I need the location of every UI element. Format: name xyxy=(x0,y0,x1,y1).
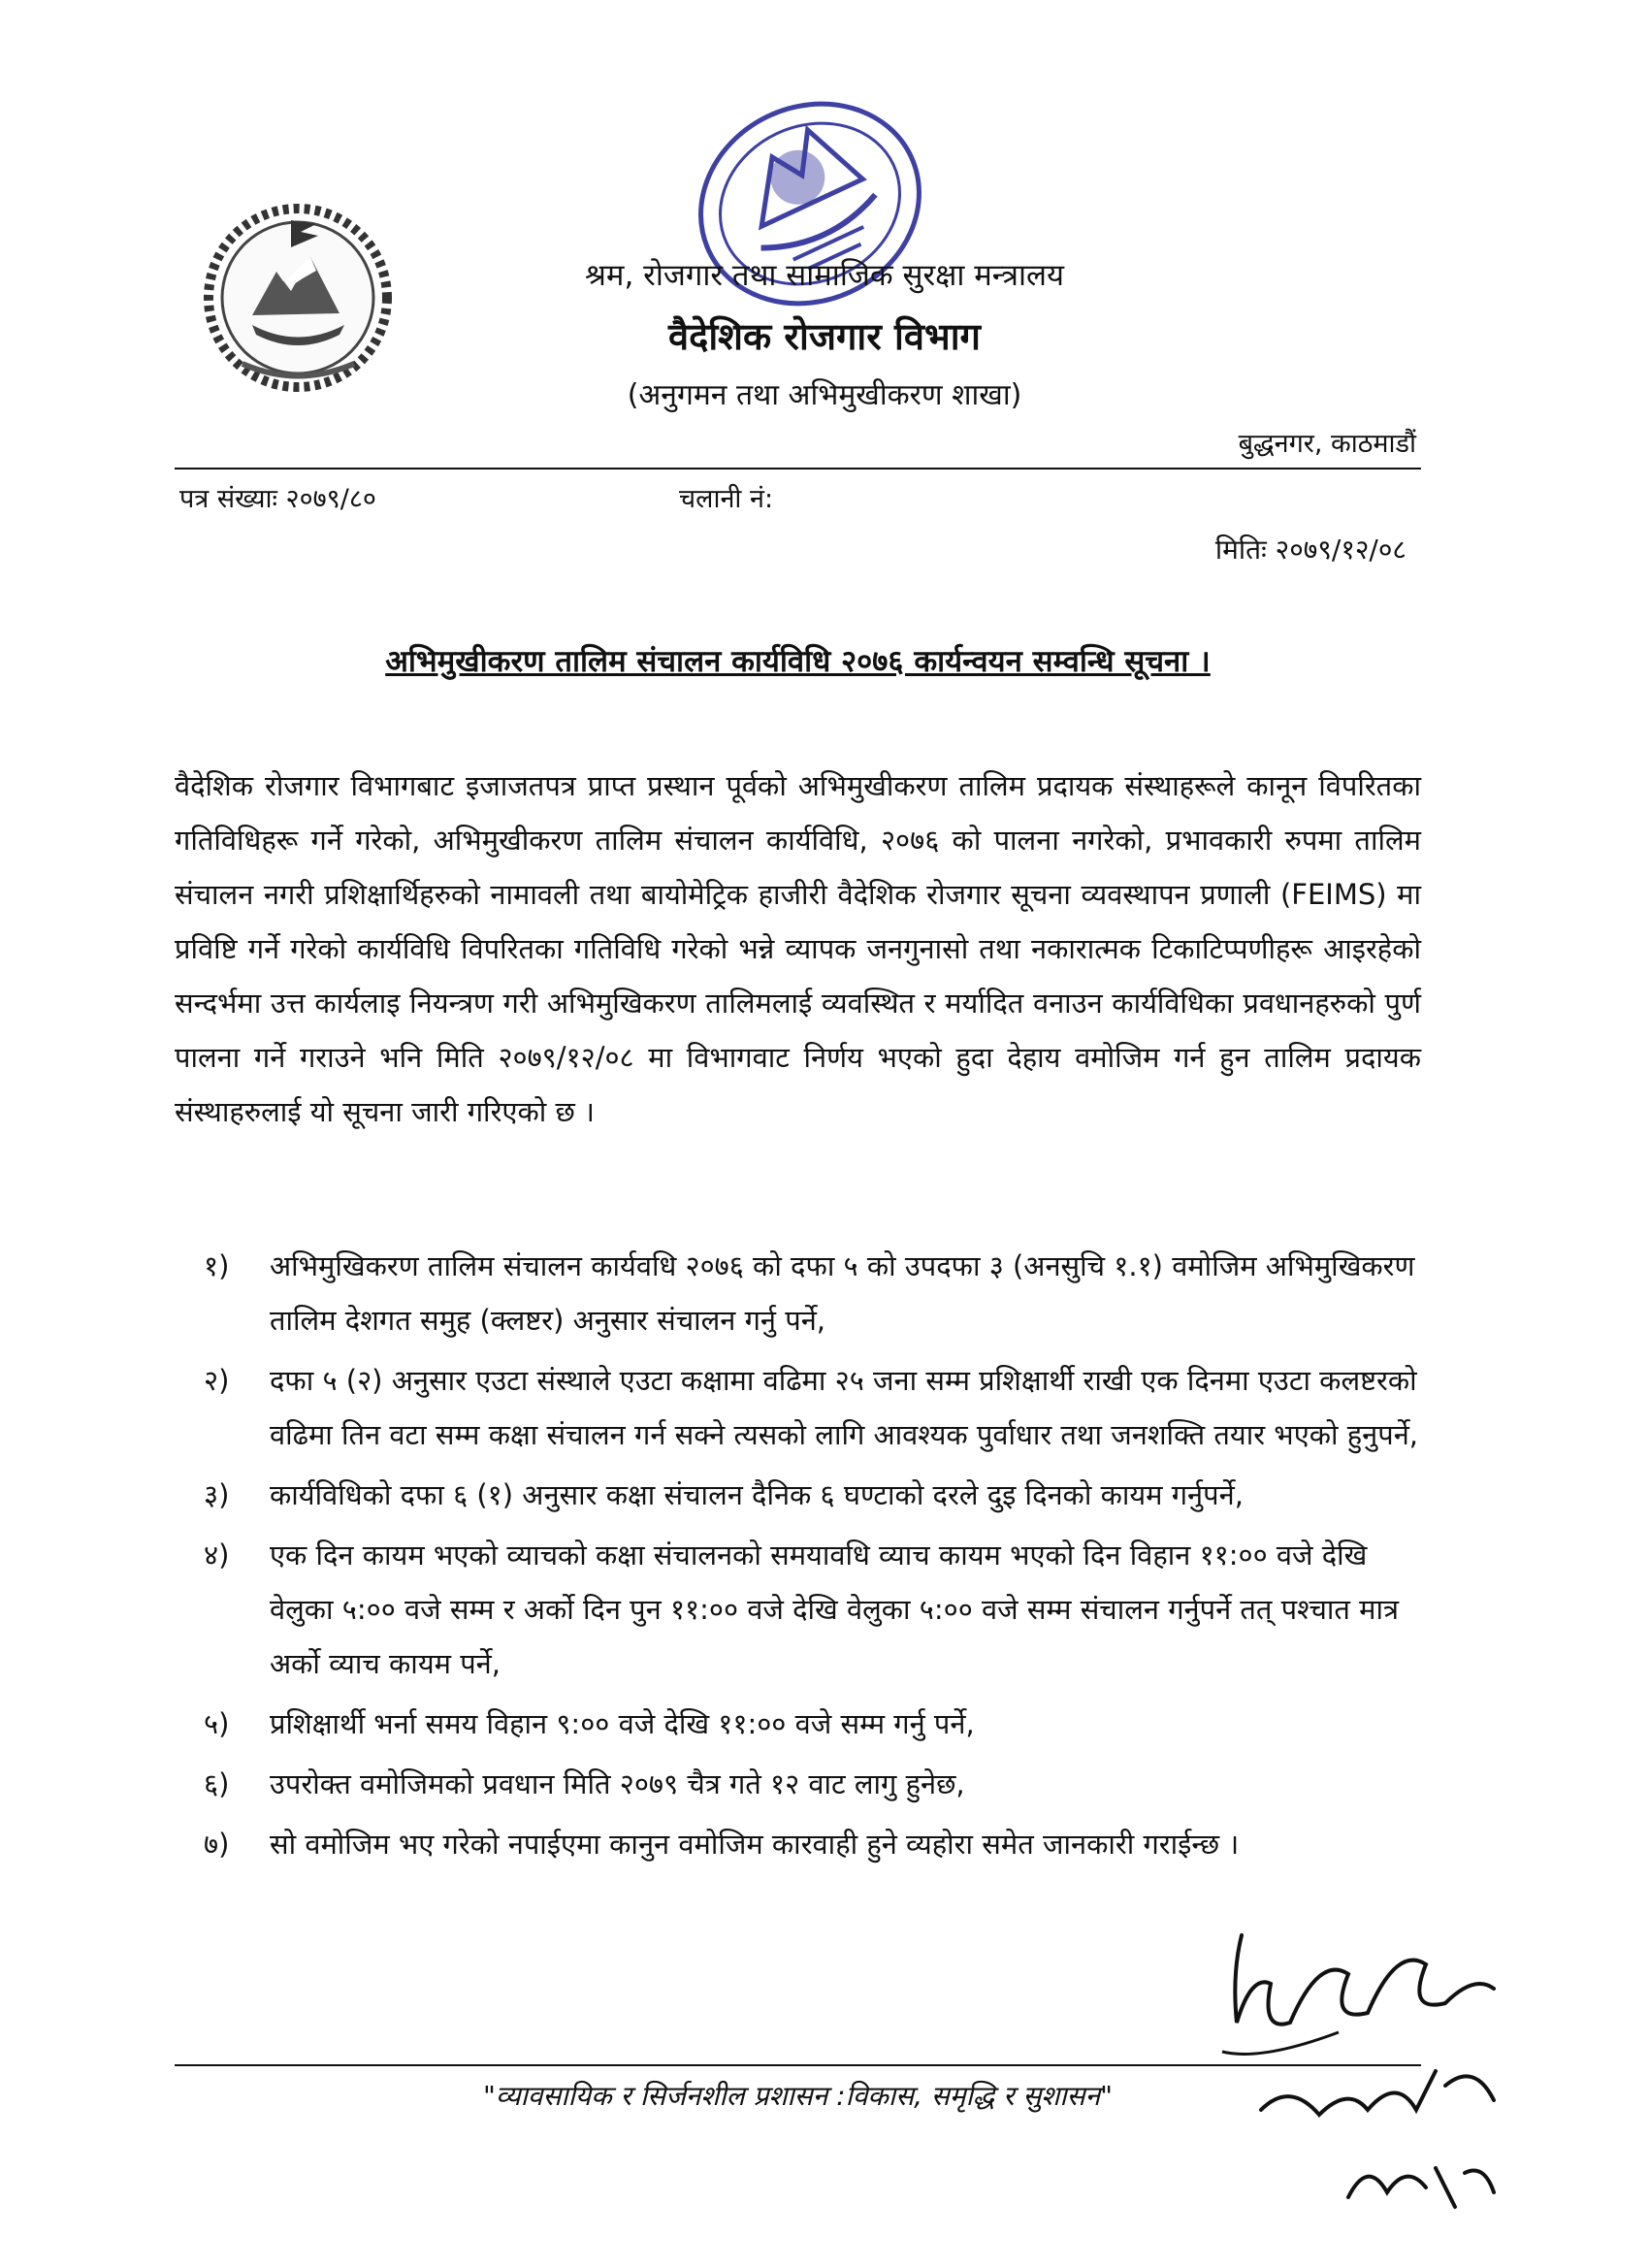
item-number: ३) xyxy=(204,1478,230,1511)
branch-name: (अनुगमन तथा अभिमुखीकरण शाखा) xyxy=(627,378,1022,412)
footer-slogan: "व्यावसायिक र सिर्जनशील प्रशासन :विकास, समृद्धि र सुशासन" xyxy=(482,2080,1114,2112)
footer-divider xyxy=(175,2064,1421,2066)
list-item xyxy=(204,1353,1426,1462)
office-address: बुद्धनगर, काठमाडौं xyxy=(1238,429,1416,459)
list-item xyxy=(204,1468,1426,1522)
item-text: उपरोक्त वमोजिमको प्रवधान मिति २०७९ चैत्र गते १२ वाट लागु हुनेछ, xyxy=(270,1767,965,1800)
item-text: प्रशिक्षार्थी भर्ना समय विहान ९:०० वजे देखि ११:०० वजे सम्म गर्नु पर्ने, xyxy=(270,1707,975,1740)
letter-date: मितिः २०७९/१२/०८ xyxy=(1214,534,1406,566)
nepal-emblem-icon xyxy=(194,189,403,398)
header-divider xyxy=(175,468,1421,470)
item-number: ४) xyxy=(204,1539,230,1571)
handwritten-signature-icon xyxy=(1203,1916,1523,2236)
item-number: २) xyxy=(204,1364,230,1397)
item-number: १) xyxy=(204,1249,230,1282)
item-number: ६) xyxy=(204,1767,230,1800)
department-name: वैदेशिक रोजगार विभाग xyxy=(668,315,981,358)
item-text: सो वमोजिम भए गरेको नपाईएमा कानुन वमोजिम कारवाही हुने व्यहोरा समेत जानकारी गराईन्छ । xyxy=(270,1828,1240,1861)
item-text: एक दिन कायम भएको व्याचको कक्षा संचालनको समयावधि व्याच कायम भएको दिन विहान ११:०० वजे देखि वेलुका ५:०० वजे सम्म र अर्को दिन पुन ११:०० वजे देखि वेलुका ५:०० वजे सम्म संचालन गर्नुपर्ने तत् पश्चात मात्र अर्को व्याच कायम पर्ने, xyxy=(270,1539,1400,1680)
reference-number: पत्र संख्याः २०७९/८० xyxy=(179,484,376,514)
list-item xyxy=(204,1697,1426,1751)
list-item xyxy=(204,1239,1426,1347)
ministry-name: श्रम, रोजगार तथा सामाजिक सुरक्षा मन्त्रालय xyxy=(584,258,1065,293)
list-item xyxy=(204,1817,1426,1871)
item-text: दफा ५ (२) अनुसार एउटा संस्थाले एउटा कक्षामा वढिमा २५ जना सम्म प्रशिक्षार्थी राखी एक दिनमा एउटा कलष्टरको वढिमा तिन वटा सम्म कक्षा संचालन गर्न सक्ने त्यसको लागि आवश्यक पुर्वाधार तथा जनशक्ति तयार भएको हुनुपर्ने, xyxy=(270,1364,1419,1451)
dispatch-number: चलानी नं: xyxy=(679,484,774,514)
directive-list xyxy=(204,1239,1426,1877)
list-item xyxy=(204,1528,1426,1691)
item-number: ५) xyxy=(204,1707,230,1740)
item-text: कार्यविधिको दफा ६ (१) अनुसार कक्षा संचालन दैनिक ६ घण्टाको दरले दुइ दिनको कायम गर्नुपर्ने, xyxy=(270,1478,1244,1511)
item-number: ७) xyxy=(204,1828,230,1861)
intro-paragraph: वैदेशिक रोजगार विभागबाट इजाजतपत्र प्राप्त प्रस्थान पूर्वको अभिमुखीकरण तालिम प्रदायक संस्थाहरूले कानून विपरितका गतिविधिहरू गर्ने गरेको, अभिमुखीकरण तालिम संचालन कार्यविधि, २०७६ को पालना नगरेको, प्रभावकारी रुपमा तालिम संचालन नगरी प्रशिक्षार्थिहरुको नामावली तथा बायोमेट्रिक हाजीरी वैदेशिक रोजगार सूचना व्यवस्थापन प्रणाली (FEIMS) मा प्रविष्टि गर्ने गरेको कार्यविधि विपरितका गतिविधि गरेको भन्ने व्यापक जनगुनासो तथा नकारात्मक टिकाटिप्पणीहरू आइरहेको सन्दर्भमा उत्त कार्यलाइ नियन्त्रण गरी अभिमुखिकरण तालिमलाई व्यवस्थित र मर्यादित वनाउन कार्यविधिका प्रवधानहरुको पुर्ण पालना गर्ने गराउने भनि मिति २०७९/१२/०८ मा विभागवाट निर्णय भएको हुदा देहाय वमोजिम गर्न हुन तालिम प्रदायक संस्थाहरुलाई यो सूचना जारी गरिएको छ । xyxy=(175,769,1421,1128)
notice-subject: अभिमुखीकरण तालिम संचालन कार्यविधि २०७६ कार्यन्वयन सम्वन्धि सूचना । xyxy=(385,644,1211,679)
item-text: अभिमुखिकरण तालिम संचालन कार्यवधि २०७६ को दफा ५ को उपदफा ३ (अनसुचि १.१) वमोजिम अभिमुखिकरण तालिम देशगत समुह (क्लष्टर) अनुसार संचालन गर्नु पर्ने, xyxy=(270,1249,1415,1337)
list-item xyxy=(204,1757,1426,1811)
